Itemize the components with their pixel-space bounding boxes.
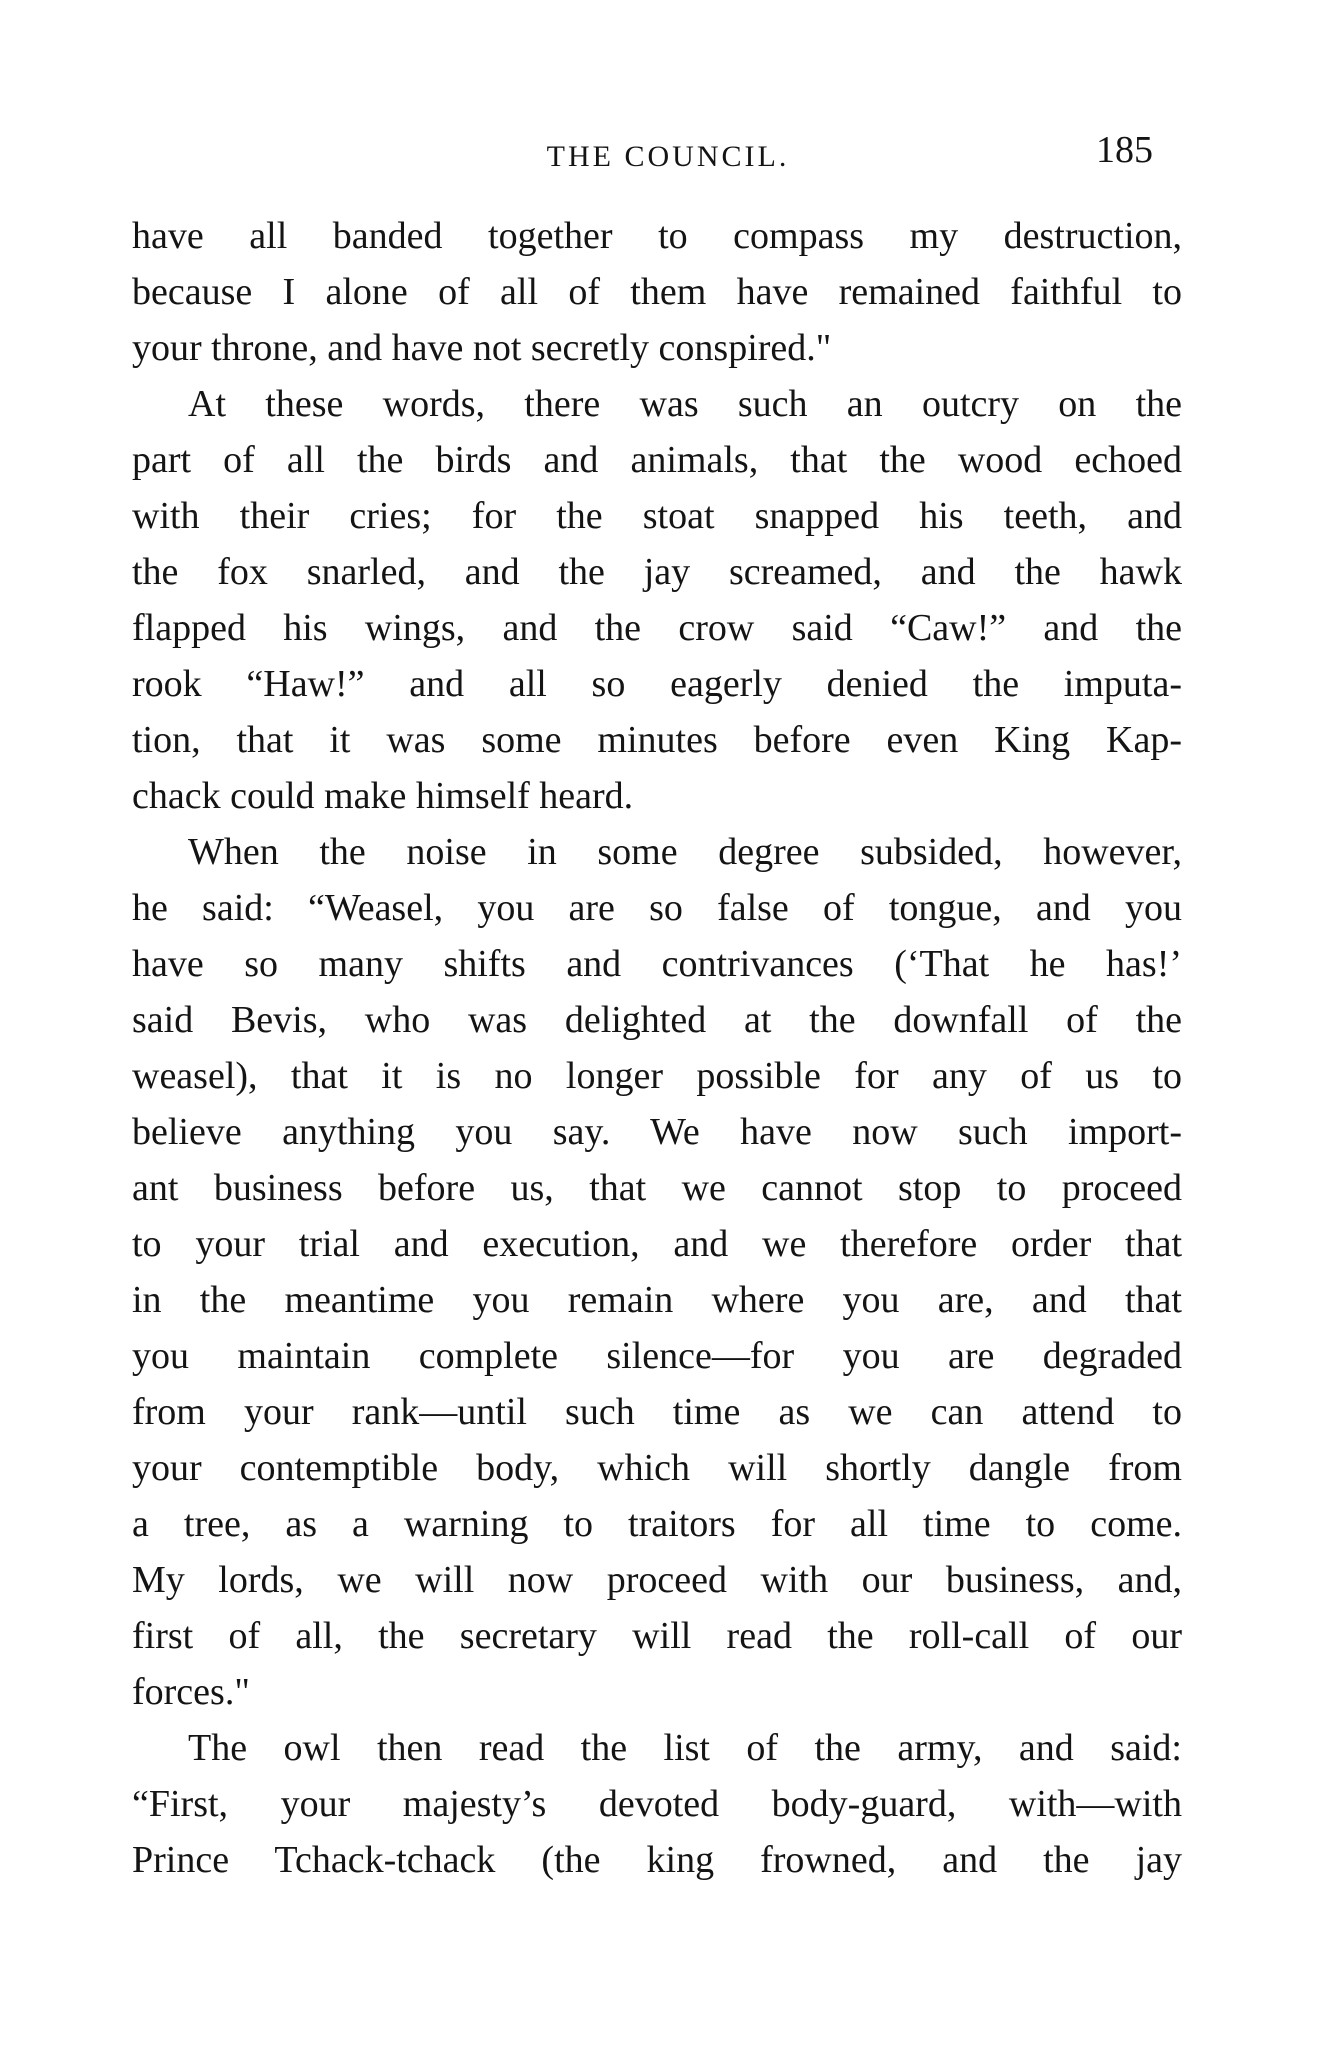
text-line: When the noise in some degree subsided, however,: [188, 831, 1182, 873]
text-line: forces.": [132, 1671, 250, 1713]
text-line: My lords, we will now proceed with our business, and,: [132, 1559, 1182, 1601]
page-number: 185: [1096, 129, 1153, 171]
text-line: At these words, there was such an outcry on the: [188, 383, 1182, 425]
text-line: the fox snarled, and the jay screamed, and the hawk: [132, 551, 1182, 593]
text-line: The owl then read the list of the army, and said:: [188, 1727, 1182, 1769]
text-line: rook “Haw!” and all so eagerly denied the imputa-: [132, 663, 1182, 705]
text-line: your contemptible body, which will shortly dangle from: [132, 1447, 1182, 1489]
running-title: THE COUNCIL.: [546, 140, 790, 173]
body-text: [132, 208, 1182, 1888]
text-line: from your rank—until such time as we can attend to: [132, 1391, 1182, 1433]
text-line: believe anything you say. We have now such import-: [132, 1111, 1182, 1153]
text-line: first of all, the secretary will read the roll-call of our: [132, 1615, 1182, 1657]
text-line: tion, that it was some minutes before even King Kap-: [132, 719, 1182, 761]
text-line: with their cries; for the stoat snapped his teeth, and: [132, 495, 1182, 537]
text-line: said Bevis, who was delighted at the downfall of the: [132, 999, 1182, 1041]
text-line: weasel), that it is no longer possible for any of us to: [132, 1055, 1182, 1097]
text-line: have all banded together to compass my destruction,: [132, 215, 1182, 257]
text-line: to your trial and execution, and we therefore order that: [132, 1223, 1182, 1265]
text-line: a tree, as a warning to traitors for all time to come.: [132, 1503, 1182, 1545]
text-line: flapped his wings, and the crow said “Caw!” and the: [132, 607, 1182, 649]
text-line: chack could make himself heard.: [132, 775, 634, 817]
text-line: ant business before us, that we cannot stop to proceed: [132, 1167, 1182, 1209]
text-line: because I alone of all of them have remained faithful to: [132, 271, 1182, 313]
text-line: in the meantime you remain where you are, and that: [132, 1279, 1182, 1321]
text-line: have so many shifts and contrivances (‘That he has!’: [132, 943, 1182, 985]
text-line: you maintain complete silence—for you are degraded: [132, 1335, 1182, 1377]
text-line: Prince Tchack-tchack (the king frowned, and the jay: [132, 1839, 1182, 1881]
text-line: “First, your majesty’s devoted body-guard, with—with: [132, 1783, 1182, 1825]
text-line: your throne, and have not secretly conspired.": [132, 327, 832, 369]
text-line: he said: “Weasel, you are so false of tongue, and you: [132, 887, 1182, 929]
text-line: part of all the birds and animals, that the wood echoed: [132, 439, 1182, 481]
